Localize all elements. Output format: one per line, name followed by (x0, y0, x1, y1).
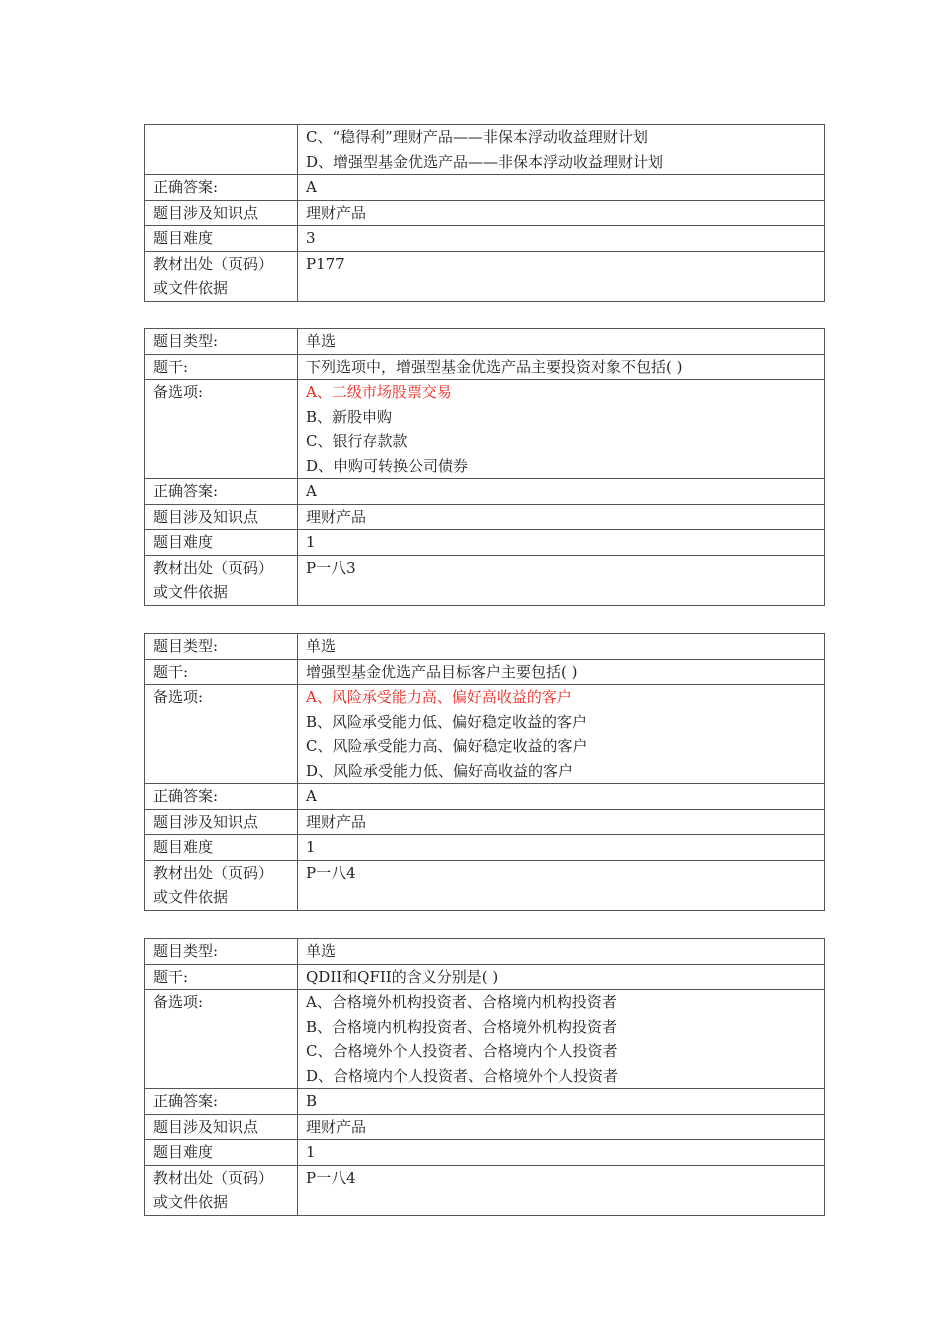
knowledge-label: 题目涉及知识点 (145, 504, 298, 530)
difficulty-row (145, 835, 825, 861)
answer-value: A (298, 479, 825, 505)
answer-label: 正确答案: (145, 175, 298, 201)
source-value: P一八3 (298, 555, 825, 605)
knowledge-value: 理财产品 (298, 809, 825, 835)
difficulty-value: 3 (298, 226, 825, 252)
question-table-4 (144, 938, 825, 1216)
knowledge-row (145, 504, 825, 530)
source-value: P一八4 (298, 1165, 825, 1215)
source-label (145, 860, 298, 910)
source-row (145, 555, 825, 605)
difficulty-row (145, 530, 825, 556)
type-label: 题目类型: (145, 634, 298, 660)
knowledge-value: 理财产品 (298, 200, 825, 226)
knowledge-value: 理财产品 (298, 1114, 825, 1140)
source-label-line1: 教材出处（页码） (153, 254, 274, 273)
type-label: 题目类型: (145, 939, 298, 965)
source-row (145, 1165, 825, 1215)
stem-label: 题干: (145, 354, 298, 380)
answer-row (145, 479, 825, 505)
difficulty-value: 1 (298, 530, 825, 556)
difficulty-value: 1 (298, 835, 825, 861)
options-cell (298, 380, 825, 479)
options-label: 备选项: (145, 380, 298, 479)
source-value: P177 (298, 251, 825, 301)
option-d: D、增强型基金优选产品——非保本浮动收益理财计划 (306, 152, 664, 171)
source-row (145, 251, 825, 301)
question-table-2 (144, 328, 825, 606)
option-c: C、“稳得利”理财产品——非保本浮动收益理财计划 (306, 128, 648, 146)
stem-label: 题干: (145, 659, 298, 685)
answer-value: B (298, 1089, 825, 1115)
type-value: 单选 (298, 939, 825, 965)
source-label (145, 555, 298, 605)
option-d: D、合格境内个人投资者、合格境外个人投资者 (306, 1066, 619, 1085)
knowledge-value: 理财产品 (298, 504, 825, 530)
source-label-line2: 或文件依据 (153, 583, 229, 601)
options-cell (298, 125, 825, 175)
knowledge-row (145, 809, 825, 835)
knowledge-label: 题目涉及知识点 (145, 809, 298, 835)
knowledge-label: 题目涉及知识点 (145, 200, 298, 226)
option-d: D、风险承受能力低、偏好高收益的客户 (306, 761, 574, 780)
source-label-line1: 教材出处（页码） (153, 1168, 274, 1187)
knowledge-row (145, 1114, 825, 1140)
type-value: 单选 (298, 329, 825, 355)
source-label-line1: 教材出处（页码） (153, 558, 274, 577)
knowledge-row (145, 200, 825, 226)
source-label (145, 251, 298, 301)
source-row (145, 860, 825, 910)
answer-value: A (298, 175, 825, 201)
answer-label: 正确答案: (145, 479, 298, 505)
stem-row (145, 964, 825, 990)
answer-row (145, 175, 825, 201)
option-a: A、合格境外机构投资者、合格境内机构投资者 (306, 993, 617, 1011)
option-b: B、合格境内机构投资者、合格境外机构投资者 (306, 1017, 618, 1036)
source-label-line2: 或文件依据 (153, 888, 229, 906)
difficulty-label: 题目难度 (145, 530, 298, 556)
options-label: 备选项: (145, 685, 298, 784)
type-value: 单选 (298, 634, 825, 660)
answer-value: A (298, 784, 825, 810)
answer-label: 正确答案: (145, 784, 298, 810)
stem-value: QDII和QFII的含义分别是( ) (298, 964, 825, 990)
difficulty-value: 1 (298, 1140, 825, 1166)
difficulty-row (145, 226, 825, 252)
option-a-correct: A、二级市场股票交易 (306, 383, 452, 401)
option-b: B、新股申购 (306, 407, 393, 426)
stem-value: 下列选项中，增强型基金优选产品主要投资对象不包括( ) (298, 354, 825, 380)
knowledge-label: 题目涉及知识点 (145, 1114, 298, 1140)
option-d: D、申购可转换公司债券 (306, 456, 469, 475)
stem-label: 题干: (145, 964, 298, 990)
source-label-line1: 教材出处（页码） (153, 863, 274, 882)
stem-value: 增强型基金优选产品目标客户主要包括( ) (298, 659, 825, 685)
type-label: 题目类型: (145, 329, 298, 355)
option-c: C、风险承受能力高、偏好稳定收益的客户 (306, 737, 588, 755)
difficulty-label: 题目难度 (145, 226, 298, 252)
answer-row (145, 784, 825, 810)
question-table-3 (144, 633, 825, 911)
answer-label: 正确答案: (145, 1089, 298, 1115)
options-label-cell (145, 125, 298, 175)
options-row (145, 990, 825, 1089)
difficulty-row (145, 1140, 825, 1166)
options-row (145, 685, 825, 784)
source-value: P一八4 (298, 860, 825, 910)
type-row (145, 634, 825, 660)
options-cell (298, 685, 825, 784)
source-label (145, 1165, 298, 1215)
question-table-1 (144, 124, 825, 302)
type-row (145, 939, 825, 965)
options-row (145, 125, 825, 175)
option-a-correct: A、风险承受能力高、偏好高收益的客户 (306, 688, 572, 706)
option-c: C、银行存款款 (306, 432, 408, 450)
options-row (145, 380, 825, 479)
option-c: C、合格境外个人投资者、合格境内个人投资者 (306, 1042, 618, 1060)
type-row (145, 329, 825, 355)
options-cell (298, 990, 825, 1089)
answer-row (145, 1089, 825, 1115)
option-b: B、风险承受能力低、偏好稳定收益的客户 (306, 712, 588, 731)
difficulty-label: 题目难度 (145, 1140, 298, 1166)
options-label: 备选项: (145, 990, 298, 1089)
source-label-line2: 或文件依据 (153, 279, 229, 297)
stem-row (145, 659, 825, 685)
difficulty-label: 题目难度 (145, 835, 298, 861)
source-label-line2: 或文件依据 (153, 1193, 229, 1211)
stem-row (145, 354, 825, 380)
